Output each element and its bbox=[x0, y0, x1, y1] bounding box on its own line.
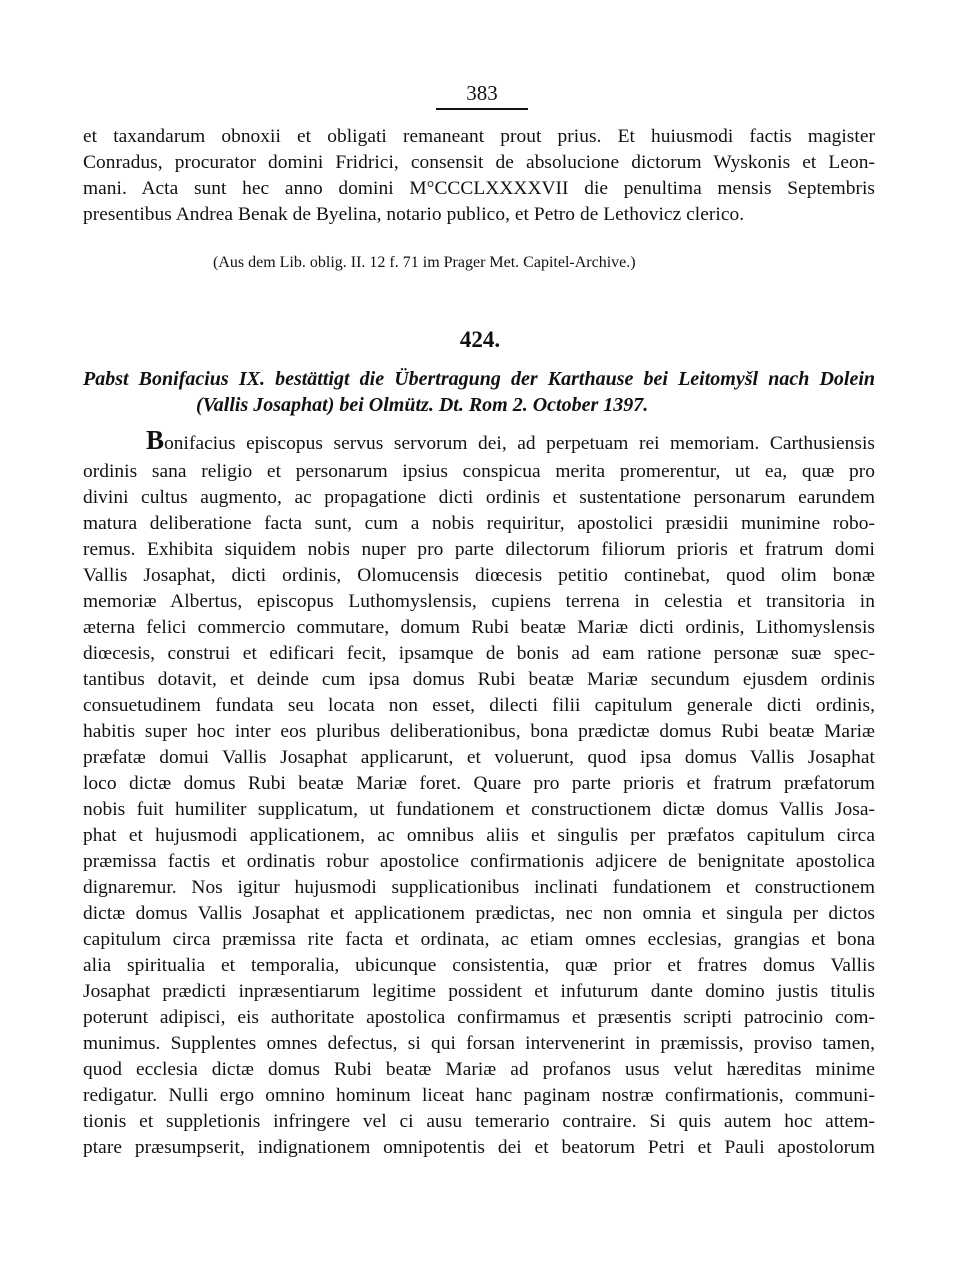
body-line-14: nobis fuit humiliter supplicatum, ut fundationem et constructionem dictæ domus Vallis Josa- bbox=[83, 799, 875, 820]
body-line-20: alia spiritualia et temporalia, ubicunque consistentia, quæ prior et fratres domus Vallis bbox=[83, 955, 875, 976]
archive-source-note: (Aus dem Lib. oblig. II. 12 f. 71 im Prager Met. Capitel-Archive.) bbox=[213, 254, 636, 271]
body-line-18: dictæ domus Vallis Josaphat et applicationem prædictas, nec non omnia et singula per dictos bbox=[83, 903, 875, 924]
body-line-9: tantibus dotavit, et deinde cum ipsa domus Rubi beatæ Mariæ secundum ejusdem ordinis bbox=[83, 669, 875, 690]
body-line-17: dignaremur. Nos igitur hujusmodi supplicationibus inclinati fundationem et constructionem bbox=[83, 877, 875, 898]
top-text-line-1: et taxandarum obnoxii et obligati remaneant prout prius. Et huiusmodi factis magister bbox=[83, 126, 875, 147]
document-heading-line-1: Pabst Bonifacius IX. bestättigt die Übertragung der Karthause bei Leitomyšl nach Dolein bbox=[83, 368, 875, 390]
body-line-21: Josaphat prædicti inpræsentiarum legitime possident et infuturum dante domino justis titulis bbox=[83, 981, 875, 1002]
top-text-line-2: Conradus, procurator domini Fridrici, consensit de absolucione dictorum Wyskonis et Leon- bbox=[83, 152, 875, 173]
body-line-27: ptare præsumpserit, indignationem omnipotentis dei et beatorum Petri et Pauli apostolorum bbox=[83, 1137, 875, 1158]
page-number: 383 bbox=[466, 81, 498, 105]
body-line-25: redigatur. Nulli ergo omnino hominum liceat hanc paginam nostræ confirmationis, communi- bbox=[83, 1085, 875, 1106]
body-line-22: poterunt adipisci, eis authoritate apostolica confirmamus et præsentis scripti patrocinio com- bbox=[83, 1007, 875, 1028]
body-line-10: consuetudinem fundata seu locata non esset, dilecti filii capitulum generale dicti ordinis, bbox=[83, 695, 875, 716]
document-number: 424. bbox=[459, 327, 501, 352]
top-text-line-4: presentibus Andrea Benak de Byelina, notario publico, et Petro de Lethovicz clerico. bbox=[83, 204, 745, 225]
body-line-5: Vallis Josaphat, dicti ordinis, Olomucensis diœcesis petitio continebat, quod olim bonæ bbox=[83, 565, 875, 586]
body-line-15: phat et hujusmodi applicationem, ac omnibus aliis et singulis per præfatos capitulum circa bbox=[83, 825, 875, 846]
body-line-8: diœcesis, construi et edificari fecit, ipsamque de bonis ad eam ratione personæ suæ spec- bbox=[83, 643, 875, 664]
top-text-line-3: mani. Acta sunt hec anno domini M°CCCLXXXXVII die penultima mensis Septembris bbox=[83, 178, 875, 199]
body-first-line-text: onifacius episcopus servus servorum dei, ad perpetuam rei memoriam. Carthusiensis bbox=[164, 433, 875, 454]
body-line-13: loco dictæ domus Rubi beatæ Mariæ foret. Quare pro parte prioris et fratrum præfatorum bbox=[83, 773, 875, 794]
document-heading-line-2: (Vallis Josaphat) bei Olmütz. Dt. Rom 2. October 1397. bbox=[196, 394, 649, 416]
body-line-24: quod ecclesia dictæ domus Rubi beatæ Mariæ ad profanos usus velut hæreditas minime bbox=[83, 1059, 875, 1080]
body-first-line bbox=[146, 425, 875, 457]
page-number-rule bbox=[436, 108, 528, 110]
body-line-16: præmissa factis et ordinatis robur apostolice confirmationis adjicere de benignitate apostolica bbox=[83, 851, 875, 872]
body-line-23: munimus. Supplentes omnes defectus, si qui forsan intervenerint in præmissis, proviso tamen, bbox=[83, 1033, 875, 1054]
page-number-block bbox=[436, 80, 528, 106]
body-line-12: præfatæ domui Vallis Josaphat applicarunt, et voluerunt, quod ipsa domus Vallis Josaphat bbox=[83, 747, 875, 768]
body-line-11: habitis super hoc inter eos pluribus deliberationibus, bona prædictæ domus Rubi beatæ Mariæ bbox=[83, 721, 875, 742]
body-line-19: capitulum circa præmissa rite facta et ordinata, ac etiam omnes ecclesias, grangias et bona bbox=[83, 929, 875, 950]
decorated-initial: B bbox=[146, 425, 165, 455]
body-line-4: remus. Exhibita siquidem nobis nuper pro parte dilectorum filiorum prioris et fratrum domi bbox=[83, 539, 875, 560]
body-line-2: divini cultus augmento, ac propagatione dicti ordinis et sustentatione personarum earundem bbox=[83, 487, 875, 508]
body-line-1: ordinis sana religio et personarum ipsius conspicua merita promerentur, ut ea, quæ pro bbox=[83, 461, 875, 482]
body-line-26: tionis et suppletionis infringere vel ci ausu temerario contraire. Si quis autem hoc attem- bbox=[83, 1111, 875, 1132]
body-line-7: æterna felici commercio commutare, domum Rubi beatæ Mariæ dicti ordinis, Lithomyslensis bbox=[83, 617, 875, 638]
body-line-6: memoriæ Albertus, episcopus Luthomyslensis, cupiens terrena in celestia et transitoria in bbox=[83, 591, 875, 612]
body-line-3: matura deliberatione facta sunt, cum a nobis requiritur, apostolici præsidii munimine robo- bbox=[83, 513, 875, 534]
